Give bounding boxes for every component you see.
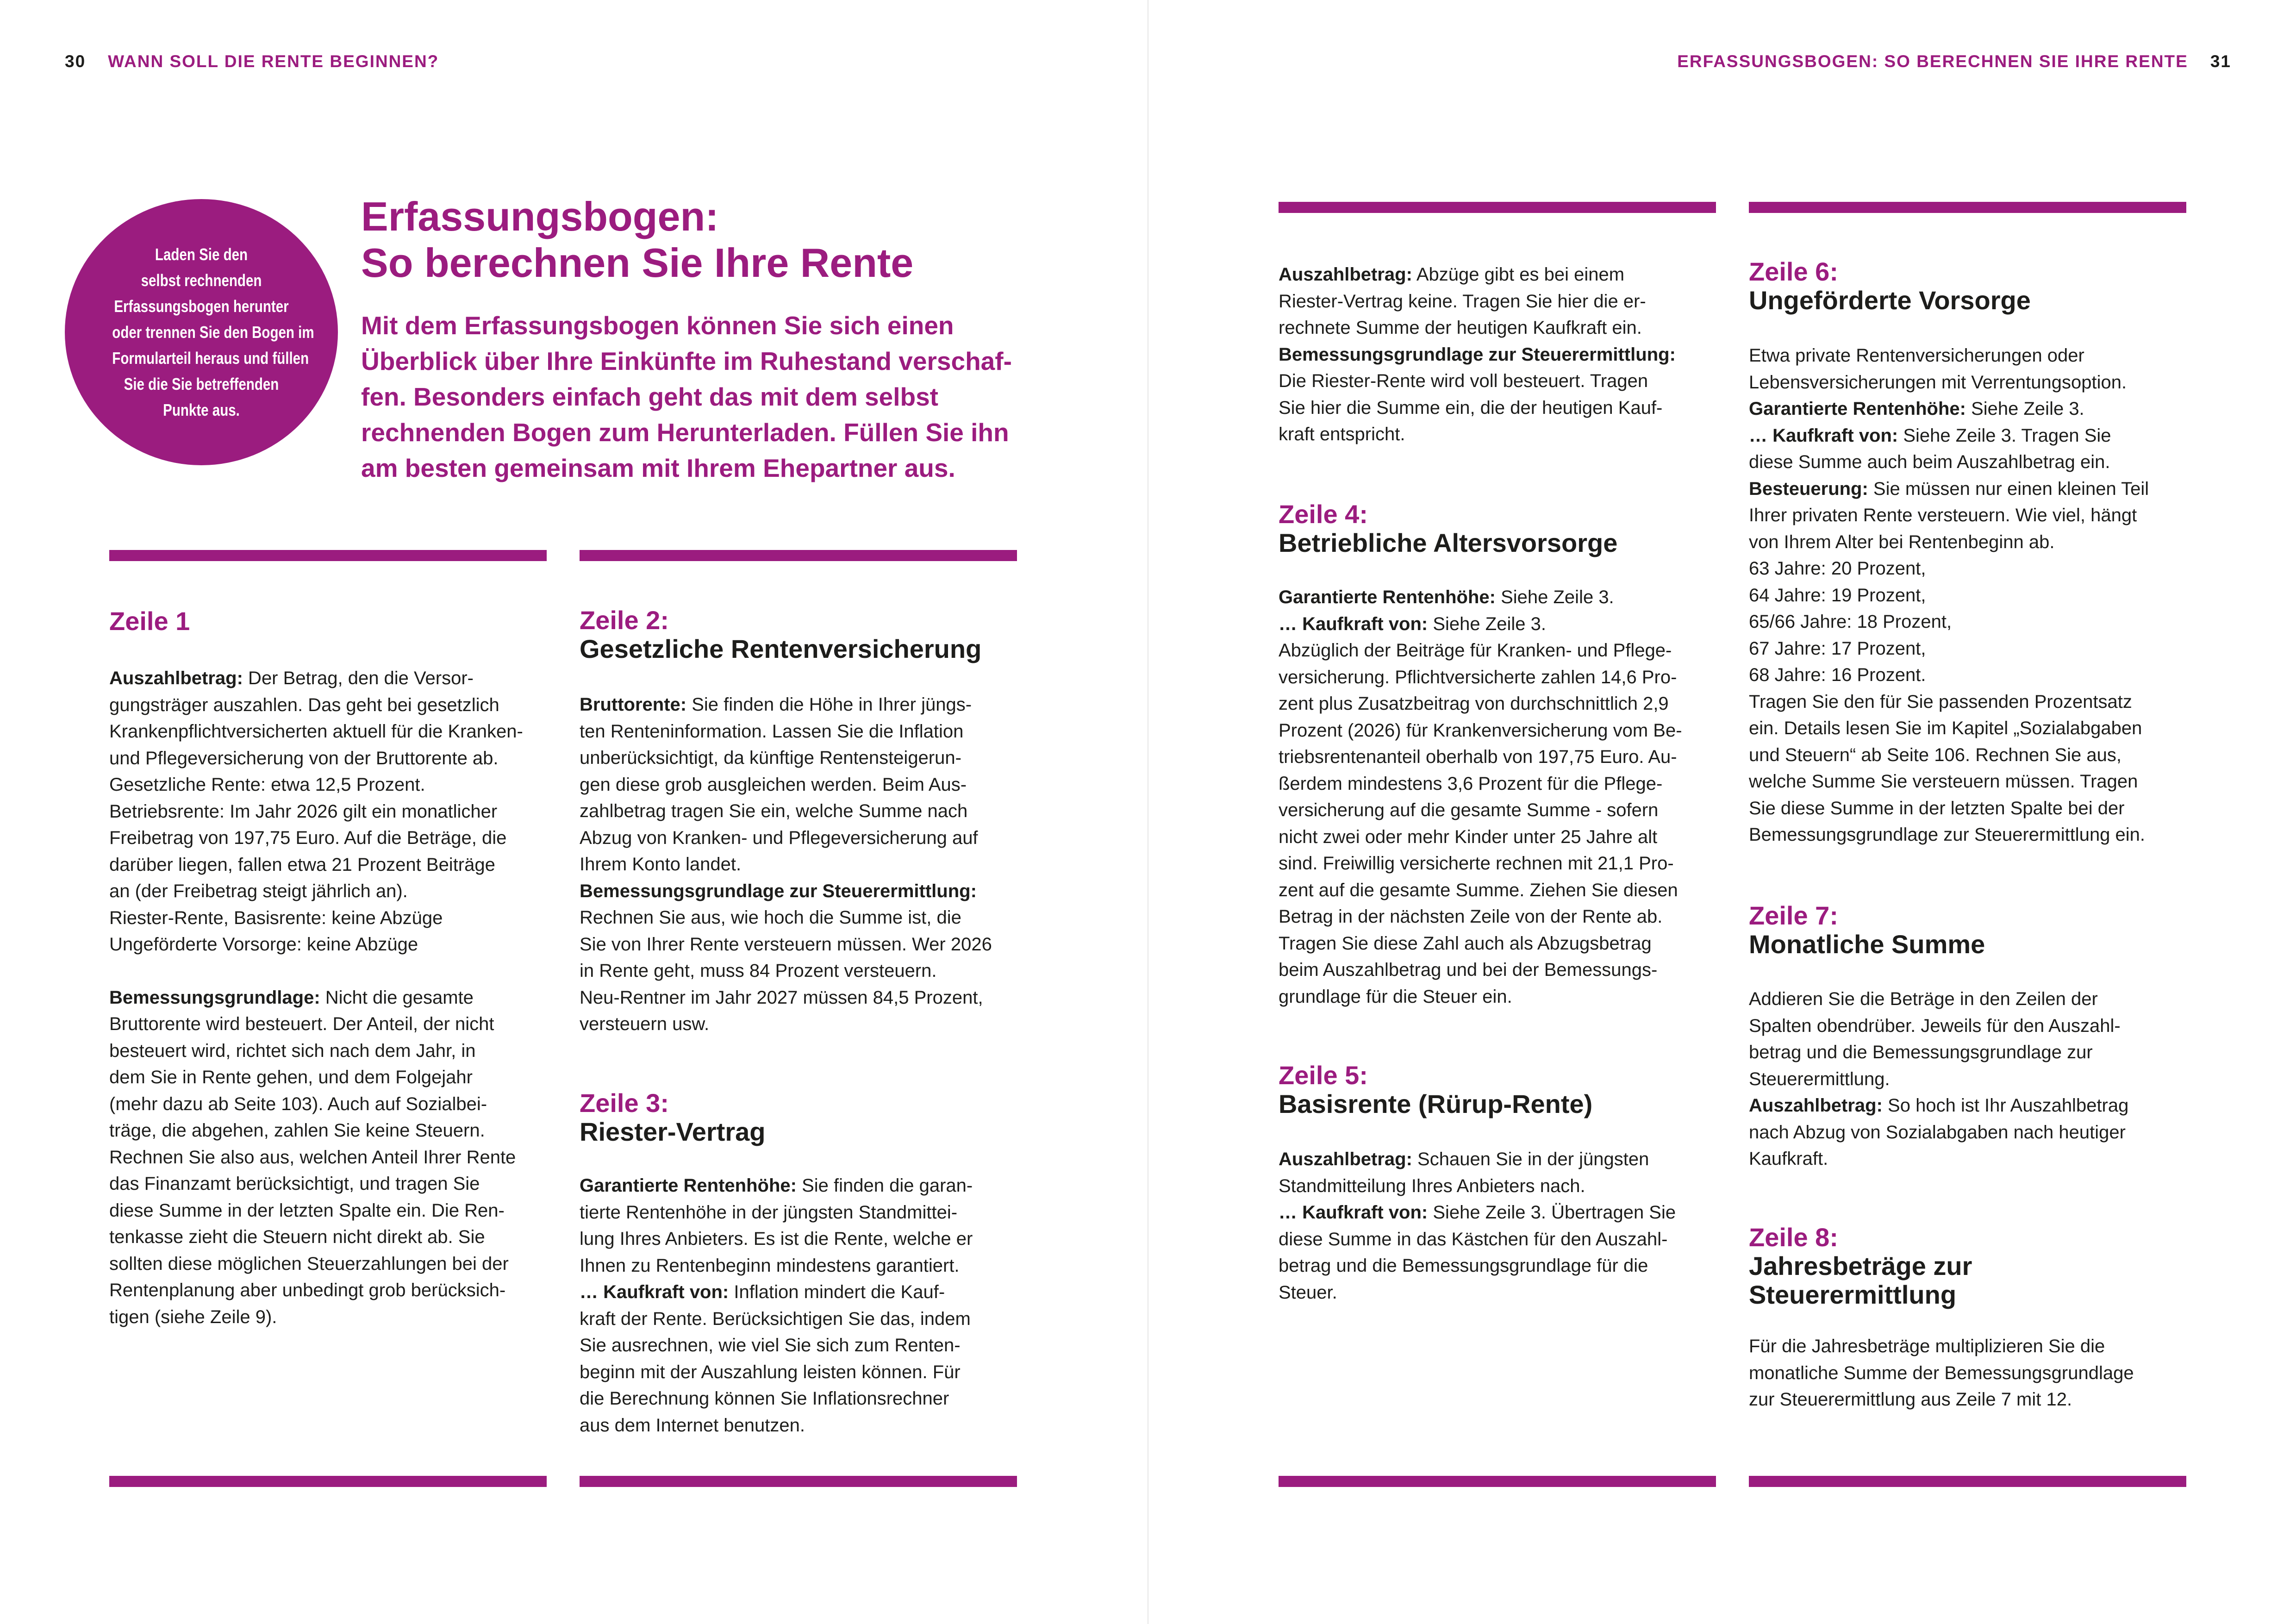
text-line: Ungeförderte Vorsorge: keine Abzüge — [109, 934, 418, 955]
zeile2-bemessungsgrundlage — [580, 878, 1017, 1038]
text-line: welche Summe Sie versteuern müssen. Tragen — [1749, 771, 2138, 792]
text-line: Für die Jahresbeträge multiplizieren Sie die — [1749, 1336, 2105, 1356]
zeile3-kaufkraft — [580, 1279, 1017, 1439]
text-line: Riester-Rente, Basisrente: keine Abzüge — [109, 907, 443, 928]
label: Auszahlbetrag: — [1749, 1095, 1883, 1116]
text-line: darüber liegen, fallen etwa 21 Prozent Beiträge — [109, 854, 495, 875]
text: Nicht die gesamte — [320, 987, 474, 1008]
running-head-left-title: WANN SOLL DIE RENTE BEGINNEN? — [108, 52, 439, 71]
note-line: Formularteil heraus und füllen — [112, 348, 309, 368]
text-line: Abzüglich der Beiträge für Kranken- und Pflege- — [1279, 640, 1672, 661]
text-line: Standmitteilung Ihres Anbieters nach. — [1279, 1175, 1585, 1196]
text-line: betrag und die Bemessungsgrundlage zur — [1749, 1042, 2093, 1062]
label: … Kaufkraft von: — [1749, 425, 1898, 446]
zeile4-title: Betriebliche Altersvorsorge — [1279, 528, 1618, 557]
text-line: 63 Jahre: 20 Prozent, — [1749, 558, 1926, 579]
text-line: Neu-Rentner im Jahr 2027 müssen 84,5 Prozent, — [580, 987, 983, 1008]
text-line: Freibetrag von 197,75 Euro. Auf die Beträge, die — [109, 828, 507, 848]
label: … Kaufkraft von: — [1279, 613, 1428, 634]
zeile7-title: Monatliche Summe — [1749, 930, 1985, 959]
zeile5-kaufkraft — [1279, 1199, 1716, 1306]
zeile3-garantierte-rentenhoehe — [580, 1173, 1017, 1279]
zeile3-body — [580, 1173, 1017, 1439]
text-line: kraft entspricht. — [1279, 424, 1405, 444]
text-line: und Pflegeversicherung von der Bruttorente ab. — [109, 748, 499, 768]
text-line: von Ihrem Alter bei Rentenbeginn ab. — [1749, 531, 2055, 552]
text: Schauen Sie in der jüngsten — [1412, 1149, 1649, 1169]
text-line: Spalten obendrüber. Jeweils für den Auszahl- — [1749, 1015, 2121, 1036]
text-line: Kaufkraft. — [1749, 1149, 1828, 1169]
rule-bottom-col3 — [1279, 1476, 1716, 1487]
text-line: Steuerermittlung. — [1749, 1068, 1890, 1089]
zeile7-heading — [1749, 901, 1985, 959]
text: Siehe Zeile 3. — [1965, 399, 2084, 419]
text-line: grundlage für die Steuer ein. — [1279, 986, 1512, 1007]
text-line: Addieren Sie die Beträge in den Zeilen der — [1749, 989, 2098, 1009]
text-line: Riester-Vertrag keine. Tragen Sie hier die er- — [1279, 291, 1646, 312]
label: … Kaufkraft von: — [580, 1282, 729, 1302]
rule-bottom-col4 — [1749, 1476, 2186, 1487]
text-line: zent auf die gesamte Summe. Ziehen Sie diesen — [1279, 880, 1678, 900]
text-line: Bemessungsgrundlage zur Steuerermittlung ein. — [1749, 824, 2146, 845]
note-line: Punkte aus. — [163, 400, 240, 419]
text-line: träge, die abgehen, zahlen Sie keine Steuern. — [109, 1120, 485, 1141]
text-line: monatliche Summe der Bemessungsgrundlage — [1749, 1362, 2134, 1383]
text-line: kraft der Rente. Berücksichtigen Sie das, indem — [580, 1308, 971, 1329]
label: Auszahlbetrag: — [109, 668, 243, 688]
label: Bemessungsgrundlage: — [109, 987, 320, 1008]
page-number-left: 30 — [65, 52, 86, 71]
text-line: Sie von Ihrer Rente versteuern müssen. Wer 2026 — [580, 934, 992, 955]
zeile3-continued-body — [1279, 262, 1716, 448]
zeile6-heading — [1749, 257, 2031, 315]
rule-top-col3 — [1279, 202, 1716, 213]
zeile5-number: Zeile 5: — [1279, 1061, 1368, 1090]
zeile8-heading — [1749, 1223, 1972, 1309]
text-line: Die Riester-Rente wird voll besteuert. Tragen — [1279, 371, 1648, 391]
zeile1-body — [109, 665, 547, 1330]
text-line: besteuert wird, richtet sich nach dem Jahr, in — [109, 1040, 476, 1061]
label: Bemessungsgrundlage zur Steuerermittlung: — [580, 881, 977, 901]
text-line: tenkasse zieht die Steuern nicht direkt ab. Sie — [109, 1227, 485, 1247]
text-line: lung Ihres Anbieters. Es ist die Rente, welche er — [580, 1229, 973, 1249]
text: Siehe Zeile 3. — [1495, 587, 1614, 607]
label: … Kaufkraft von: — [1279, 1202, 1428, 1223]
label: Auszahlbetrag: — [1279, 1149, 1412, 1169]
zeile8-title-line: Steuerermittlung — [1749, 1280, 1957, 1309]
rule-top-col1 — [109, 550, 547, 561]
running-head-right — [1677, 52, 2231, 71]
text-line: nach Abzug von Sozialabgaben nach heutiger — [1749, 1122, 2126, 1143]
zeile1-auszahlbetrag — [109, 665, 547, 958]
label: Bruttorente: — [580, 694, 687, 715]
zeile2-body — [580, 692, 1017, 1038]
text: Siehe Zeile 3. Übertragen Sie — [1428, 1202, 1676, 1223]
text-line: tigen (siehe Zeile 9). — [109, 1306, 277, 1327]
text-line: ßerdem mindestens 3,6 Prozent für die Pflege- — [1279, 773, 1663, 794]
zeile7-text — [1749, 986, 2186, 1173]
text-line: versicherung. Pflichtversicherte zahlen 14,6 Pro- — [1279, 667, 1677, 687]
text-line: Sie hier die Summe ein, die der heutigen Kauf- — [1279, 397, 1663, 418]
text-line: Krankenpflichtversicherten aktuell für die Kranken- — [109, 721, 523, 742]
text-line: Rechnen Sie aus, wie hoch die Summe ist, die — [580, 907, 961, 928]
text-line: Prozent (2026) für Krankenversicherung vom Be- — [1279, 720, 1682, 741]
text-line: in Rente geht, muss 84 Prozent versteuern. — [580, 961, 937, 981]
text: Sie müssen nur einen kleinen Teil — [1868, 478, 2149, 499]
zeile3-title: Riester-Vertrag — [580, 1117, 766, 1146]
text-line: dem Sie in Rente gehen, und dem Folgejahr — [109, 1067, 473, 1087]
rule-bottom-col2 — [580, 1476, 1017, 1487]
label: Garantierte Rentenhöhe: — [1279, 587, 1496, 607]
rule-top-col2 — [580, 550, 1017, 561]
text-line: Sie ausrechnen, wie viel Sie sich zum Renten- — [580, 1335, 961, 1355]
text-line: Ihnen zu Rentenbeginn mindestens garantiert. — [580, 1255, 960, 1276]
text-line: Ihrem Konto landet. — [580, 854, 742, 874]
text-line: ein. Details lesen Sie im Kapitel „Sozialabgaben — [1749, 718, 2142, 738]
note-line: oder trennen Sie den Bogen im — [112, 322, 314, 342]
text-line: aus dem Internet benutzen. — [580, 1415, 805, 1436]
text-line: zahlbetrag tragen Sie ein, welche Summe nach — [580, 801, 968, 821]
text-line: Bruttorente wird besteuert. Der Anteil, der nicht — [109, 1014, 494, 1034]
zeile6-number: Zeile 6: — [1749, 257, 1838, 286]
text-line: tierte Rentenhöhe in der jüngsten Standmittei- — [580, 1202, 958, 1223]
zeile3-auszahlbetrag — [1279, 262, 1716, 342]
text-line: sollten diese möglichen Steuerzahlungen bei der — [109, 1253, 509, 1274]
text: Sie finden die garan- — [796, 1175, 973, 1196]
label: Garantierte Rentenhöhe: — [580, 1175, 797, 1196]
lead-line: am besten gemeinsam mit Ihrem Ehepartner aus. — [361, 454, 955, 482]
text-line: Tragen Sie diese Zahl auch als Abzugsbetrag — [1279, 933, 1652, 954]
text-line: Etwa private Rentenversicherungen oder — [1749, 345, 2084, 366]
zeile8-number: Zeile 8: — [1749, 1223, 1838, 1252]
zeile1-bemessungsgrundlage — [109, 985, 547, 1331]
text-line: gungsträger auszahlen. Das geht bei gesetzlich — [109, 694, 499, 715]
zeile2-heading — [580, 606, 981, 663]
text-line: Abzug von Kranken- und Pflegeversicherung auf — [580, 827, 978, 848]
zeile2-title: Gesetzliche Rentenversicherung — [580, 634, 982, 663]
text-line: 68 Jahre: 16 Prozent. — [1749, 665, 1926, 685]
zeile8-body — [1749, 1333, 2186, 1413]
text-line: das Finanzamt berücksichtigt, und tragen Sie — [109, 1174, 480, 1194]
text: So hoch ist Ihr Auszahlbetrag — [1882, 1095, 2129, 1116]
zeile1-number: Zeile 1 — [109, 606, 190, 636]
zeile8-text — [1749, 1333, 2186, 1413]
text-line: Rechnen Sie also aus, welchen Anteil Ihrer Rente — [109, 1147, 516, 1168]
zeile1-heading — [109, 607, 190, 636]
text-line: Steuer. — [1279, 1282, 1337, 1303]
text-line: triebsrentenanteil oberhalb von 197,75 Euro. Au- — [1279, 747, 1677, 767]
note-line: selbst rechnenden — [141, 270, 262, 290]
text-line: gen diese grob ausgleichen werden. Beim Aus- — [580, 774, 967, 795]
rule-top-col4 — [1749, 202, 2186, 213]
text-line: nicht zwei oder mehr Kinder unter 25 Jahre alt — [1279, 826, 1658, 847]
text-line: 65/66 Jahre: 18 Prozent, — [1749, 612, 1952, 632]
zeile6-title: Ungeförderte Vorsorge — [1749, 286, 2031, 315]
text-line: Betriebsrente: Im Jahr 2026 gilt ein monatlicher — [109, 801, 498, 822]
text-line: beginn mit der Auszahlung leisten können. Für — [580, 1362, 961, 1382]
zeile5-auszahlbetrag — [1279, 1146, 1716, 1199]
running-head-right-title: ERFASSUNGSBOGEN: SO BERECHNEN SIE IHRE RENTE — [1677, 52, 2188, 71]
text: Siehe Zeile 3. — [1428, 613, 1546, 634]
lead-line: Mit dem Erfassungsbogen können Sie sich einen — [361, 311, 954, 340]
note-line: Sie die Sie betreffenden — [124, 374, 279, 394]
text: Inflation mindert die Kauf- — [729, 1282, 945, 1302]
text-line: rechnete Summe der heutigen Kaufkraft ein. — [1279, 318, 1642, 338]
zeile4-heading — [1279, 500, 1617, 557]
text-line: Sie diese Summe in der letzten Spalte bei der — [1749, 798, 2125, 818]
label: Garantierte Rentenhöhe: — [1749, 399, 1966, 419]
page-number-right: 31 — [2210, 52, 2231, 71]
zeile5-body — [1279, 1146, 1716, 1306]
lead-line: Überblick über Ihre Einkünfte im Ruhestand verschaf- — [361, 347, 1012, 375]
label: Besteuerung: — [1749, 478, 1868, 499]
note-line: Erfassungsbogen herunter — [114, 296, 289, 316]
zeile4-text — [1279, 584, 1716, 1010]
text-line: beim Auszahlbetrag und bei der Bemessungs- — [1279, 960, 1658, 980]
zeile4-number: Zeile 4: — [1279, 500, 1368, 529]
zeile2-number: Zeile 2: — [580, 606, 669, 635]
text-line: und Steuern“ ab Seite 106. Rechnen Sie aus, — [1749, 744, 2121, 765]
zeile6-text — [1749, 343, 2186, 849]
text: Sie finden die Höhe in Ihrer jüngs- — [686, 694, 972, 715]
lead-line: rechnenden Bogen zum Herunterladen. Füllen Sie ihn — [361, 418, 1009, 447]
text: Siehe Zeile 3. Tragen Sie — [1898, 425, 2111, 446]
text-line: diese Summe in das Kästchen für den Auszahl- — [1279, 1229, 1668, 1249]
download-note-text — [112, 242, 314, 423]
text-line: unberücksichtigt, da künftige Rentensteigerun- — [580, 748, 961, 768]
zeile3-number: Zeile 3: — [580, 1088, 669, 1118]
text-line: betrag und die Bemessungsgrundlage für die — [1279, 1255, 1648, 1276]
page-title — [361, 194, 913, 286]
zeile3-heading — [580, 1089, 766, 1146]
zeile5-heading — [1279, 1061, 1592, 1118]
text-line: (mehr dazu ab Seite 103). Auch auf Sozialbei- — [109, 1093, 487, 1114]
text-line: Tragen Sie den für Sie passenden Prozentsatz — [1749, 691, 2132, 712]
zeile2-bruttorente — [580, 692, 1017, 878]
text-line: sind. Freiwillig versicherte rechnen mit 21,1 Pro- — [1279, 853, 1674, 874]
text-line: ten Renteninformation. Lassen Sie die Inflation — [580, 721, 964, 742]
label: Auszahlbetrag: — [1279, 264, 1412, 285]
text: Der Betrag, den die Versor- — [243, 668, 474, 688]
text-line: diese Summe in der letzten Spalte ein. Die Ren- — [109, 1200, 505, 1221]
text-line: Betrag in der nächsten Zeile von der Rente ab. — [1279, 906, 1663, 927]
text-line: Ihrer privaten Rente versteuern. Wie viel, hängt — [1749, 505, 2137, 525]
label: Bemessungsgrundlage zur Steuerermittlung: — [1279, 344, 1676, 365]
lead-paragraph — [361, 308, 1028, 486]
note-line: Laden Sie den — [155, 244, 248, 264]
zeile8-title-line: Jahresbeträge zur — [1749, 1251, 1972, 1280]
running-head-left — [65, 52, 439, 71]
text-line: die Berechnung können Sie Inflationsrechner — [580, 1388, 949, 1409]
zeile4-body — [1279, 584, 1716, 1010]
text-line: zur Steuerermittlung aus Zeile 7 mit 12. — [1749, 1389, 2072, 1410]
text-line: Gesetzliche Rente: etwa 12,5 Prozent. — [109, 775, 425, 795]
rule-bottom-col1 — [109, 1476, 547, 1487]
zeile5-title: Basisrente (Rürup-Rente) — [1279, 1089, 1593, 1118]
text-line: 64 Jahre: 19 Prozent, — [1749, 585, 1926, 606]
text-line: diese Summe auch beim Auszahlbetrag ein. — [1749, 452, 2110, 472]
title-line: Erfassungsbogen: — [361, 194, 719, 239]
zeile7-number: Zeile 7: — [1749, 901, 1838, 930]
text-line: zent plus Zusatzbeitrag von durchschnittlich 2,9 — [1279, 693, 1669, 714]
zeile7-body — [1749, 986, 2186, 1173]
text-line: 67 Jahre: 17 Prozent, — [1749, 638, 1926, 659]
zeile6-body — [1749, 343, 2186, 849]
text-line: an (der Freibetrag steigt jährlich an). — [109, 881, 408, 901]
title-line: So berechnen Sie Ihre Rente — [361, 240, 914, 286]
text-line: versteuern usw. — [580, 1014, 710, 1034]
download-note-badge — [65, 199, 338, 465]
text-line: Lebensversicherungen mit Verrentungsoption. — [1749, 372, 2127, 393]
text: Abzüge gibt es bei einem — [1412, 264, 1625, 285]
lead-line: fen. Besonders einfach geht das mit dem selbst — [361, 382, 938, 411]
text-line: Rentenplanung aber unbedingt grob berücksich- — [109, 1280, 506, 1300]
text-line: versicherung auf die gesamte Summe - sofern — [1279, 800, 1659, 820]
zeile3-bemessungsgrundlage — [1279, 342, 1716, 448]
